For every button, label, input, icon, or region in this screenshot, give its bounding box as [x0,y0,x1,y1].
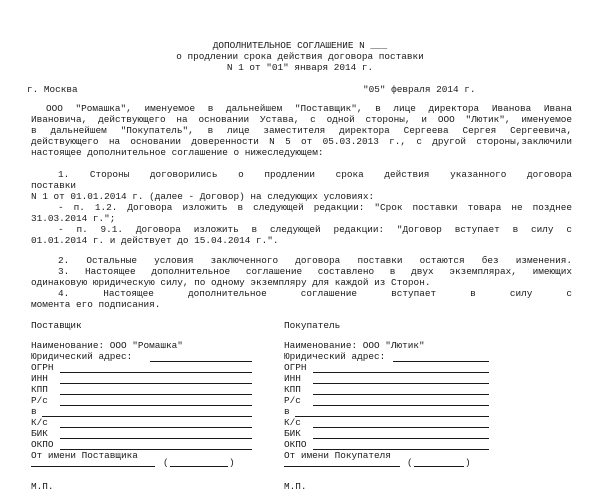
paren-open: ( [163,457,169,468]
supplier-stamp: М.П. [31,481,54,492]
contract-reference: N 1 от "01" января 2014 г. [226,62,374,73]
preamble-line: Ивановича, действующего на основании Устава, с одной стороны, и ООО "Лютик", именуемое [31,114,572,125]
preamble-line: действующего на основании доверенности N 5 от 05.03.2013 г., с другой стороны,заключили [31,136,572,147]
supplier-field-label: К/с [31,417,48,428]
place: г. Москва [27,84,78,95]
buyer-sign-label: От имени Покупателя [284,450,391,461]
buyer-bank-line[interactable] [295,416,489,417]
supplier-bank-line[interactable] [42,416,252,417]
buyer-bik-line[interactable] [313,438,489,439]
clause-1-line: 31.03.2014 г."; [31,213,116,224]
supplier-name: Наименование: ООО "Ромашка" [31,340,183,351]
document-subtitle: о продлении срока действия договора поставки [176,51,424,62]
supplier-field-label: ОГРН [31,362,54,373]
supplier-signature-line[interactable] [31,466,155,467]
buyer-name: Наименование: ООО "Лютик" [284,340,425,351]
supplier-corr-account-line[interactable] [60,427,252,428]
supplier-bik-line[interactable] [60,438,252,439]
supplier-field-label: БИК [31,428,48,439]
buyer-corr-account-line[interactable] [313,427,489,428]
clause-2: 2. Остальные условия заключенного договора поставки остаются без изменения. [58,255,572,266]
supplier-field-label: ИНН [31,373,48,384]
preamble-line: ООО "Ромашка", именуемое в дальнейшем "Поставщик", в лице директора Иванова Ивана [46,103,572,114]
supplier-account-line[interactable] [60,405,252,406]
clause-1-line: N 1 от 01.01.2014 г. (далее - Договор) на следующих условиях: [31,191,375,202]
buyer-account-line[interactable] [313,405,489,406]
supplier-field-label: Р/с [31,395,48,406]
supplier-inn-line[interactable] [60,383,252,384]
paren-close: ) [465,457,471,468]
buyer-field-label: К/с [284,417,301,428]
clause-1-line: 01.01.2014 г. и действует до 15.04.2014 г.". [31,235,279,246]
buyer-field-label: БИК [284,428,301,439]
clause-3-line: 3. Настоящее дополнительное соглашение составлено в двух экземплярах, имеющих [58,266,572,277]
paren-close: ) [229,457,235,468]
supplier-heading: Поставщик [31,320,82,331]
supplier-ogrn-line[interactable] [60,372,252,373]
buyer-field-label: Юридический адрес: [284,351,386,362]
buyer-field-label: ОГРН [284,362,307,373]
clause-1-line: 1. Стороны договорились о продлении срока действия указанного договора [58,169,572,180]
supplier-sign-label: От имени Поставщика [31,450,138,461]
supplier-field-label: ОКПО [31,439,54,450]
buyer-signature-line[interactable] [284,466,400,467]
buyer-field-label: в [284,406,290,417]
clause-4-line: 4. Настоящее дополнительное соглашение вступает в силу с [58,288,572,299]
supplier-address-line[interactable] [150,361,252,362]
supplier-kpp-line[interactable] [60,394,252,395]
buyer-ogrn-line[interactable] [313,372,489,373]
buyer-address-line[interactable] [393,361,489,362]
clause-4-line: момента его подписания. [31,299,161,310]
buyer-inn-line[interactable] [313,383,489,384]
paren-open: ( [407,457,413,468]
clause-3-line: одинаковую юридическую силу, по одному экземпляру для каждой из Сторон. [31,277,431,288]
preamble-line: настоящее дополнительное соглашение о нижеследующем: [31,147,324,158]
buyer-field-label: ОКПО [284,439,307,450]
buyer-field-label: Р/с [284,395,301,406]
date: "05" февраля 2014 г. [363,84,476,95]
buyer-field-label: ИНН [284,373,301,384]
buyer-stamp: М.П. [284,481,307,492]
clause-1-line: - п. 1.2. Договора изложить в следующей редакции: "Срок поставки товара не позднее [58,202,572,213]
buyer-name-line[interactable] [414,466,464,467]
supplier-field-label: в [31,406,37,417]
clause-1-line: - п. 9.1. Договора изложить в следующей редакции: "Договор вступает в силу с [58,224,572,235]
supplier-name-line[interactable] [170,466,228,467]
buyer-field-label: КПП [284,384,301,395]
clause-1-line: поставки [31,180,77,191]
document-title: ДОПОЛНИТЕЛЬНОЕ СОГЛАШЕНИЕ N ___ [212,40,388,51]
supplier-field-label: КПП [31,384,48,395]
preamble-line: в дальнейшем "Покупатель", в лице заместителя директора Сергеева Сергея Сергеевича, [31,125,572,136]
supplier-field-label: Юридический адрес: [31,351,133,362]
buyer-kpp-line[interactable] [313,394,489,395]
buyer-heading: Покупатель [284,320,341,331]
